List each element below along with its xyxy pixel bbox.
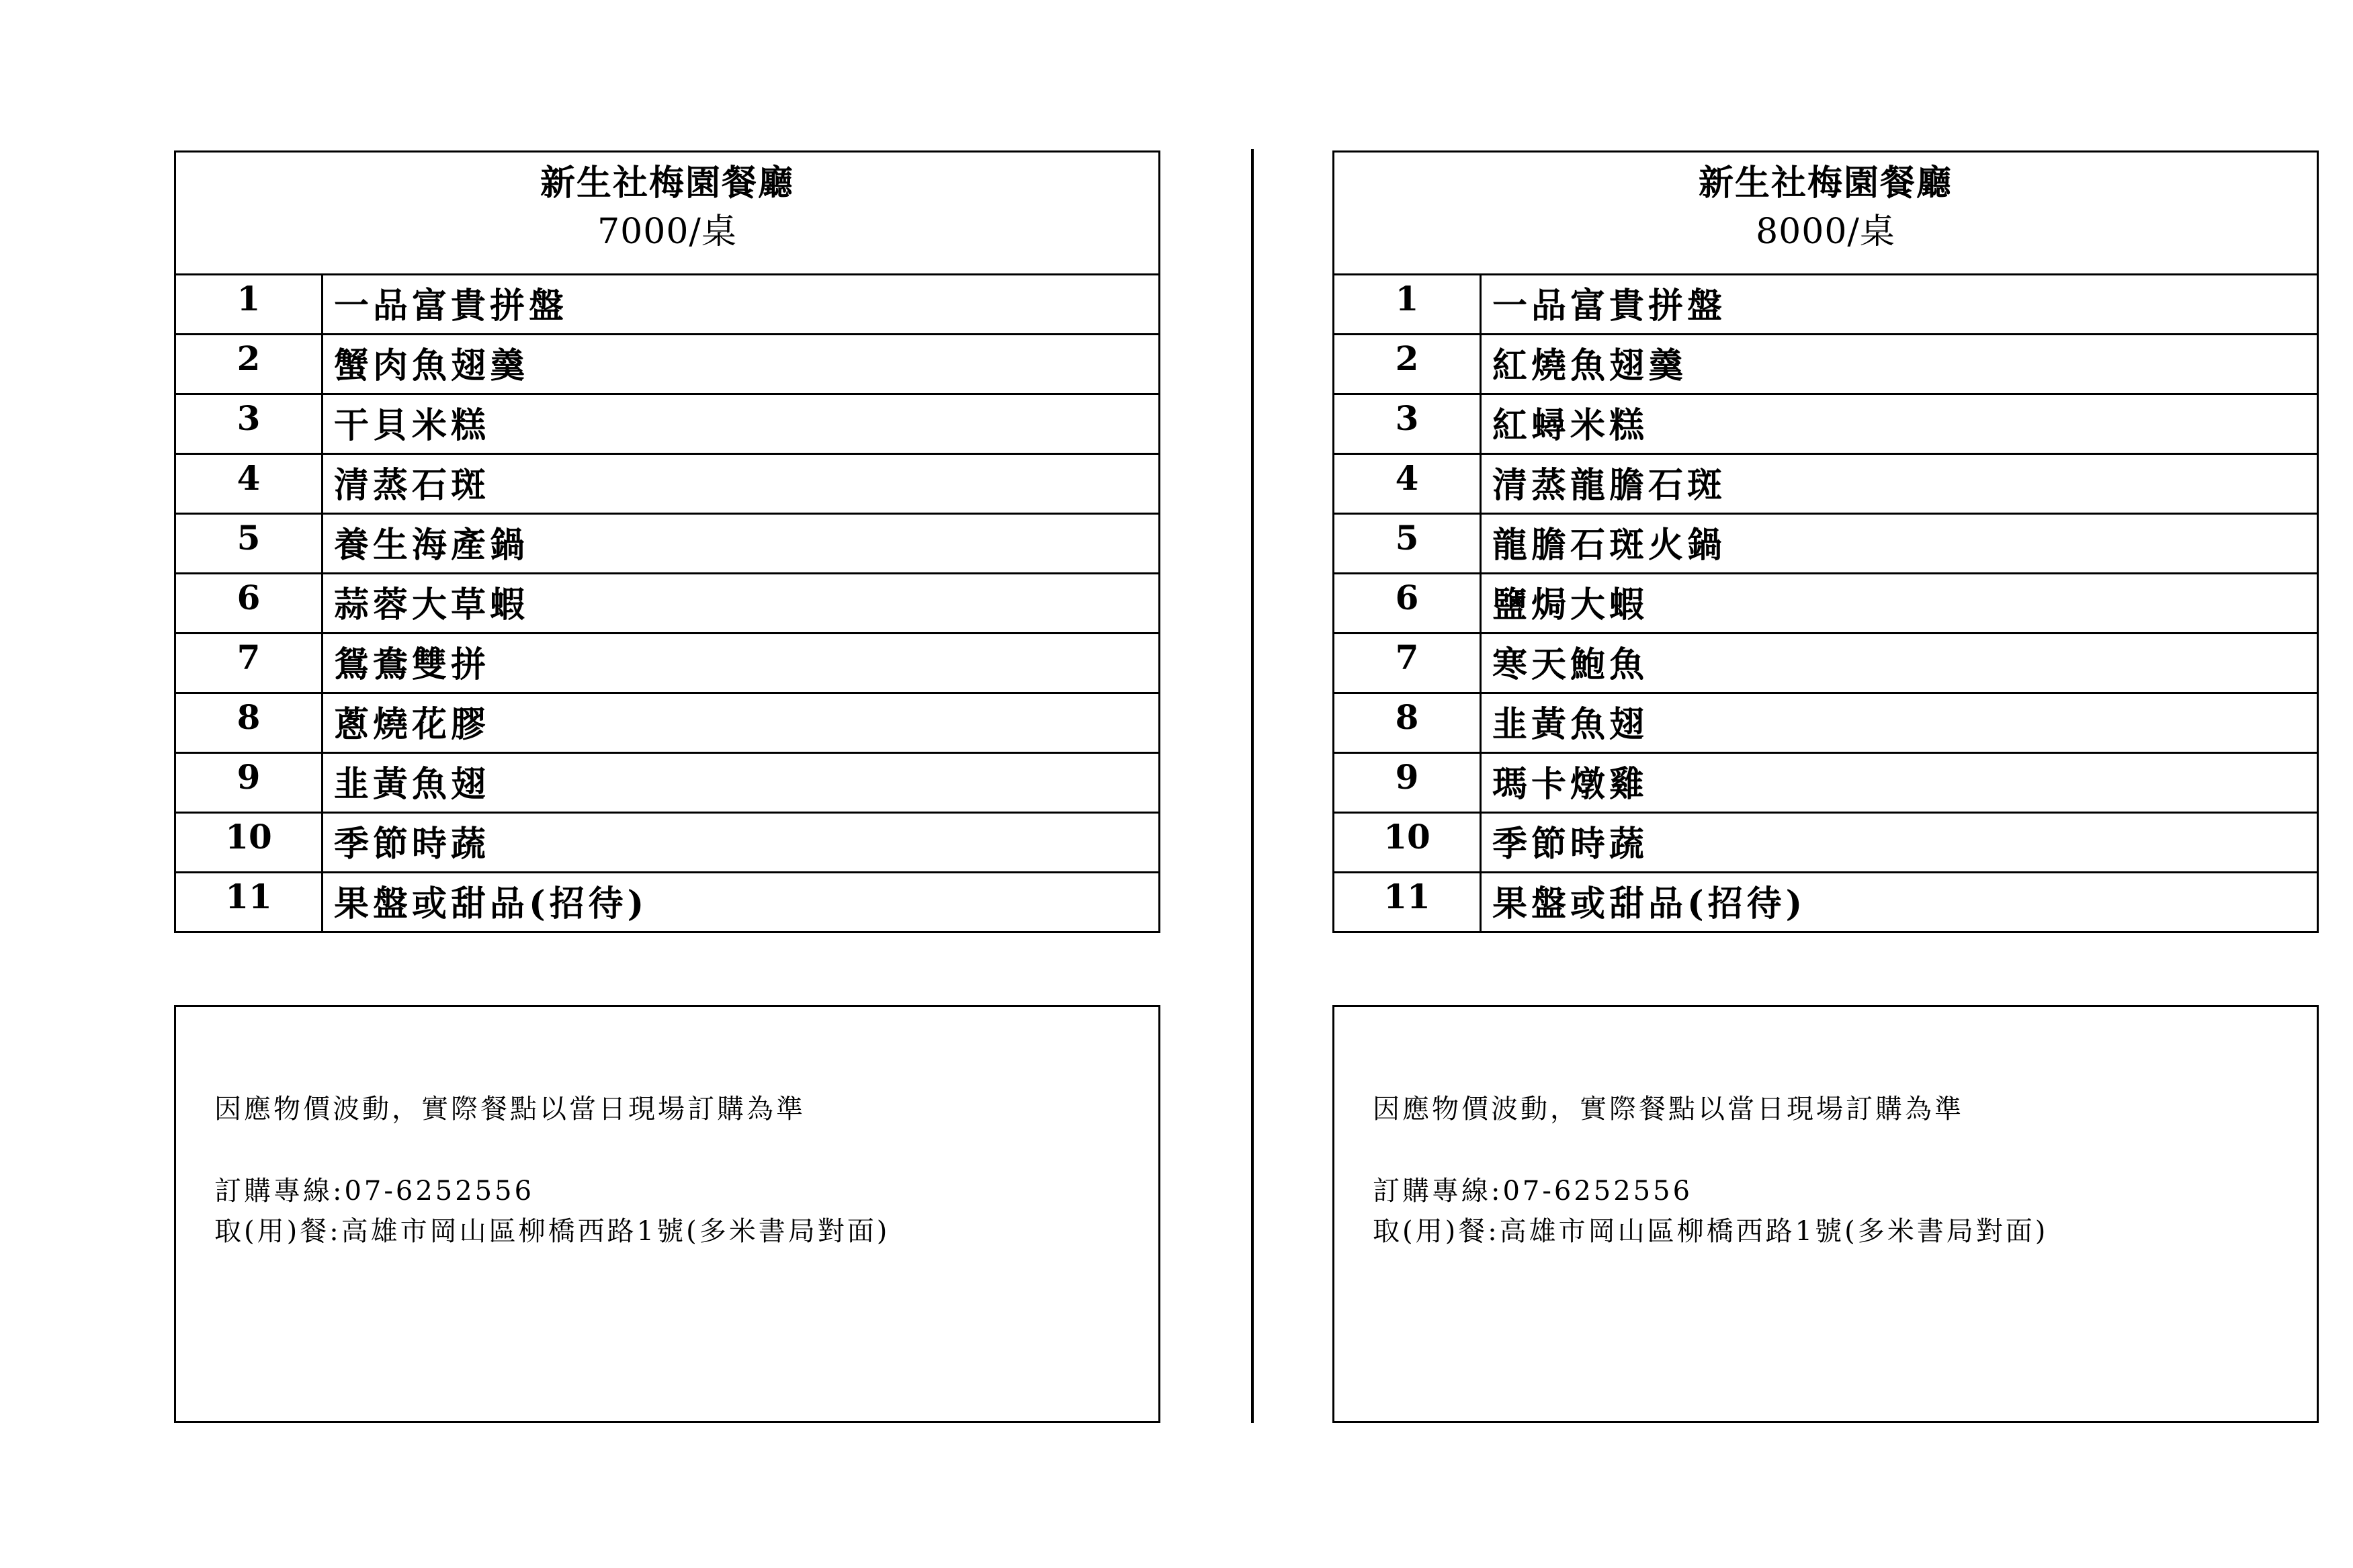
dish-row (176, 455, 1158, 515)
dish-number: 8 (1334, 694, 1482, 752)
dish-number: 1 (176, 275, 323, 333)
dish-row (176, 335, 1158, 395)
dish-name: 蒜蓉大草蝦 (334, 584, 529, 625)
order-phone: 訂購專線:07-6252556 (1373, 1176, 1693, 1207)
restaurant-name: 新生社梅園餐廳 (540, 163, 794, 204)
dish-name: 果盤或甜品(招待) (1492, 883, 1807, 924)
dish-row (176, 395, 1158, 455)
dish-name: 蔥燒花膠 (334, 704, 490, 745)
dish-row (1334, 694, 2317, 754)
table-price: 8000/桌 (1756, 212, 1895, 252)
dish-number: 4 (1334, 455, 1482, 513)
menu-header (1334, 153, 2317, 275)
dish-number: 8 (176, 694, 323, 752)
dish-row (1334, 455, 2317, 515)
dish-name: 清蒸石斑 (334, 465, 490, 506)
dish-row (176, 873, 1158, 931)
pickup-address: 取(用)餐:高雄市岡山區柳橋西路1號(多米書局對面) (1373, 1216, 2049, 1247)
pickup-address: 取(用)餐:高雄市岡山區柳橋西路1號(多米書局對面) (214, 1216, 890, 1247)
dish-name: 季節時蔬 (1492, 824, 1649, 865)
dish-number: 5 (1334, 515, 1482, 572)
dish-number: 2 (1334, 335, 1482, 393)
dish-list (1334, 275, 2317, 931)
dish-name: 干貝米糕 (334, 405, 490, 446)
dish-row (176, 814, 1158, 873)
menu-header (176, 153, 1158, 275)
dish-name: 紅燒魚翅羹 (1492, 345, 1688, 386)
dish-name: 鴛鴦雙拼 (334, 644, 490, 685)
dish-number: 2 (176, 335, 323, 393)
dish-row (1334, 754, 2317, 814)
dish-name: 寒天鮑魚 (1492, 644, 1649, 685)
dish-row (176, 694, 1158, 754)
price-notice: 因應物價波動，實際餐點以當日現場訂購為準 (214, 1094, 806, 1125)
dish-number: 11 (176, 873, 323, 931)
dish-name: 清蒸龍膽石斑 (1492, 465, 1727, 506)
dish-number: 5 (176, 515, 323, 572)
info-box-7000 (174, 1005, 1160, 1423)
dish-row (176, 275, 1158, 335)
dish-row (1334, 634, 2317, 694)
dish-number: 4 (176, 455, 323, 513)
dish-number: 7 (176, 634, 323, 692)
dish-number: 6 (176, 574, 323, 632)
dish-name: 龍膽石斑火鍋 (1492, 525, 1727, 566)
dish-row (1334, 335, 2317, 395)
dish-name: 鹽焗大蝦 (1492, 584, 1649, 625)
dish-row (1334, 574, 2317, 634)
dish-number: 7 (1334, 634, 1482, 692)
restaurant-name: 新生社梅園餐廳 (1698, 163, 1953, 204)
dish-list (176, 275, 1158, 931)
dish-name: 養生海產鍋 (334, 525, 529, 566)
dish-name: 一品富貴拼盤 (1492, 286, 1727, 326)
order-phone: 訂購專線:07-6252556 (214, 1176, 535, 1207)
info-box-8000 (1332, 1005, 2319, 1423)
dish-row (176, 634, 1158, 694)
dish-number: 1 (1334, 275, 1482, 333)
dish-number: 10 (1334, 814, 1482, 871)
dish-number: 3 (176, 395, 323, 453)
dish-row (1334, 395, 2317, 455)
dish-name: 季節時蔬 (334, 824, 490, 865)
dish-row (176, 574, 1158, 634)
dish-row (1334, 873, 2317, 931)
dish-number: 9 (176, 754, 323, 812)
dish-name: 果盤或甜品(招待) (334, 883, 648, 924)
dish-name: 韭黃魚翅 (334, 764, 490, 805)
dish-number: 11 (1334, 873, 1482, 931)
dish-row (1334, 275, 2317, 335)
dish-name: 瑪卡燉雞 (1492, 764, 1649, 805)
dish-number: 3 (1334, 395, 1482, 453)
dish-name: 一品富貴拼盤 (334, 286, 568, 326)
dish-row (1334, 814, 2317, 873)
dish-name: 韭黃魚翅 (1492, 704, 1649, 745)
dish-number: 9 (1334, 754, 1482, 812)
dish-row (176, 754, 1158, 814)
dish-name: 紅蟳米糕 (1492, 405, 1649, 446)
dish-number: 10 (176, 814, 323, 871)
menu-table-7000 (174, 150, 1160, 933)
menu-table-8000 (1332, 150, 2319, 933)
price-notice: 因應物價波動，實際餐點以當日現場訂購為準 (1373, 1094, 1964, 1125)
dish-number: 6 (1334, 574, 1482, 632)
dish-name: 蟹肉魚翅羹 (334, 345, 529, 386)
dish-row (176, 515, 1158, 574)
center-divider (1251, 149, 1254, 1423)
dish-row (1334, 515, 2317, 574)
table-price: 7000/桌 (597, 212, 737, 252)
